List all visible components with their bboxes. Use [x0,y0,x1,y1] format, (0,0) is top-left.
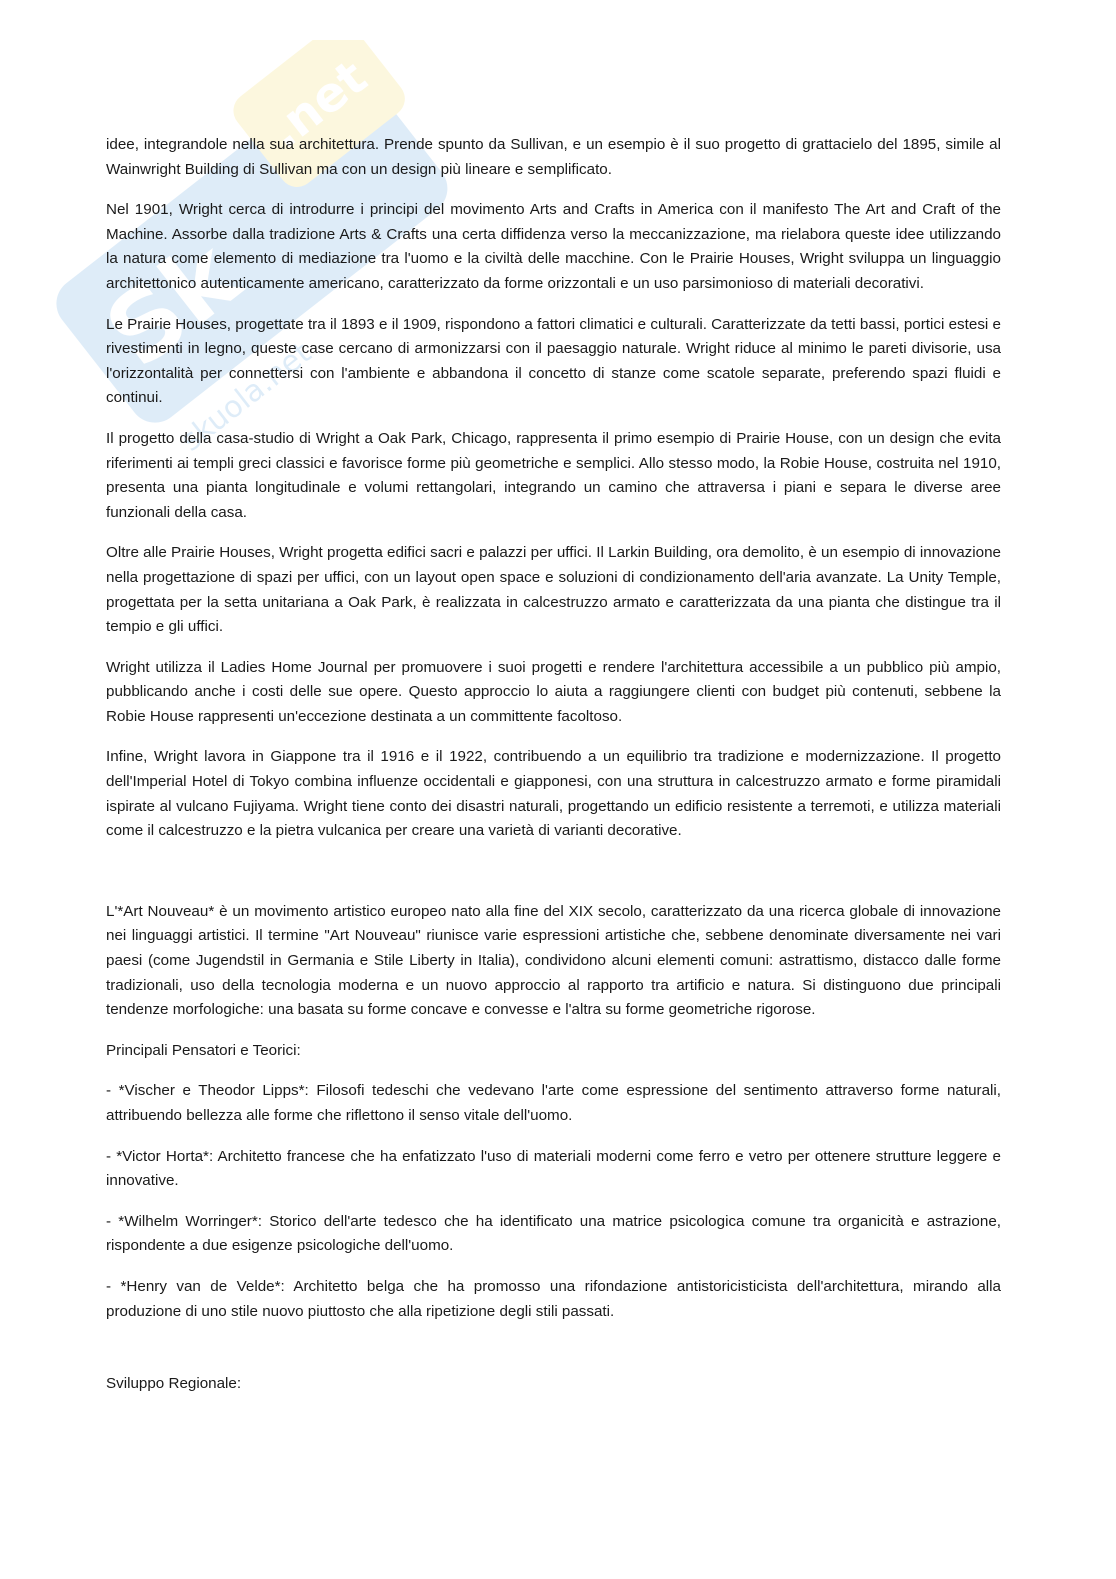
paragraph-3: Le Prairie Houses, progettate tra il 1893 e il 1909, rispondono a fattori climatici e culturali. Caratterizzate da tetti bassi, portici estesi e rivestimenti in legno, queste case cercano di armonizzarsi con il paesaggio naturale. Wright riduce al minimo le pareti divisorie, usa l'orizzontalità per connettersi con l'ambiente e abbandona il concetto di stanze come scatole separate, preferendo spazi fluidi e continui. [106,315,1001,407]
art-nouveau-intro-paragraph: L'*Art Nouveau* è un movimento artistico europeo nato alla fine del XIX secolo, caratterizzato da una ricerca globale di innovazione nei linguaggi artistici. Il termine "Art Nouveau" riunisce varie espressioni artistiche che, sebbene denominate diversamente nei vari paesi (come Jugendstil in Germania e Stile Liberty in Italia), condividono alcuni elementi comuni: astrattismo, distacco dalle forme tradizionali, uso della tecnologia moderna e un nuovo approccio al rapporto tra artificio e natura. Si distinguono due principali tendenze morfologiche: una basata su forme concave e convesse e l'altra su forme geometriche rigorose. [106,902,1001,1019]
paragraph-1: idee, integrandole nella sua architettura. Prende spunto da Sullivan, e un esempio è il suo progetto di grattacielo del 1895, simile al Wainwright Building di Sullivan ma con un design più lineare e semplificato. [106,136,1001,178]
document-body [106,133,1001,1413]
list-item-henry-van-de-velde: - *Henry van de Velde*: Architetto belga che ha promosso una rifondazione antistoricisticista dell'architettura, mirando alla produzione di uno stile nuovo piuttosto che alla ripetizione degli stili passati. [106,1277,1001,1320]
list-item-wilhelm-worringer: - *Wilhelm Worringer*: Storico dell'arte tedesco che ha identificato una matrice psicologica comune tra organicità e astrazione, rispondente a due esigenze psicologiche dell'uomo. [106,1212,1001,1255]
svg-text:Sk: Sk [85,219,260,390]
paragraph-4: Il progetto della casa-studio di Wright a Oak Park, Chicago, rappresenta il primo esempio di Prairie House, con un design che evita riferimenti ai templi greci classici e favorisce forme più geometriche e semplici. Allo stesso modo, la Robie House, costruita nel 1910, presenta una pianta longitudinale e volumi rettangolari, integrando un camino che attraversa i piani e separa le diverse aree funzionali della casa. [106,429,1001,521]
regional-development-heading: Sviluppo Regionale: [106,1375,242,1393]
svg-text:.net: .net [257,49,378,160]
svg-text:skuola.net: skuola.net [174,335,318,459]
list-item-victor-horta: - *Victor Horta*: Architetto francese che ha enfatizzato l'uso di materiali moderni come ferro e vetro per ottenere strutture leggere e innovative. [106,1147,1001,1190]
paragraph-6: Wright utilizza il Ladies Home Journal per promuovere i suoi progetti e rendere l'architettura accessibile a un pubblico più ampio, pubblicando anche i costi delle sue opere. Questo approccio lo aiuta a raggiungere clienti con budget più contenuti, sebbene la Robie House rappresenti un'eccezione destinata a un committente facoltoso. [106,658,1001,725]
thinkers-heading: Principali Pensatori e Teorici: [106,1041,301,1059]
list-item-vischer-lipps: - *Vischer e Theodor Lipps*: Filosofi tedeschi che vedevano l'arte come espressione del sentimento attraverso forme naturali, attribuendo bellezza alle forme che riflettono il senso vitale dell'uomo. [106,1082,1001,1124]
paragraph-5: Oltre alle Prairie Houses, Wright progetta edifici sacri e palazzi per uffici. Il Larkin Building, ora demolito, è un esempio di innovazione nella progettazione di spazi per uffici, con un layout open space e soluzioni di condizionamento dell'aria avanzate. La Unity Temple, progettata per la setta unitariana a Oak Park, è realizzata in calcestruzzo armato e caratterizzata da una pianta che distingue tra il tempio e gli uffici. [106,544,1001,636]
paragraph-7: Infine, Wright lavora in Giappone tra il 1916 e il 1922, contribuendo a un equilibrio tra tradizione e modernizzazione. Il progetto dell'Imperial Hotel di Tokyo combina influenze occidentali e giapponesi, con una struttura in calcestruzzo armato e forme piramidali ispirate al vulcano Fujiyama. Wright tiene conto dei disastri naturali, progettando un edificio resistente a terremoti, e utilizza materiali come il calcestruzzo e la pietra vulcanica per creare una varietà di varianti decorative. [106,748,1001,840]
paragraph-2: Nel 1901, Wright cerca di introdurre i principi del movimento Arts and Crafts in America con il manifesto The Art and Craft of the Machine. Assorbe dalla tradizione Arts & Crafts una certa diffidenza verso la meccanizzazione, ma rielabora queste idee utilizzando la natura come elemento di mediazione tra l'uomo e la civiltà delle macchine. Con le Prairie Houses, Wright sviluppa un linguaggio architettonico autenticamente americano, caratterizzato da forme orizzontali e un uso parsimonioso di materiali decorativi. [106,201,1001,292]
